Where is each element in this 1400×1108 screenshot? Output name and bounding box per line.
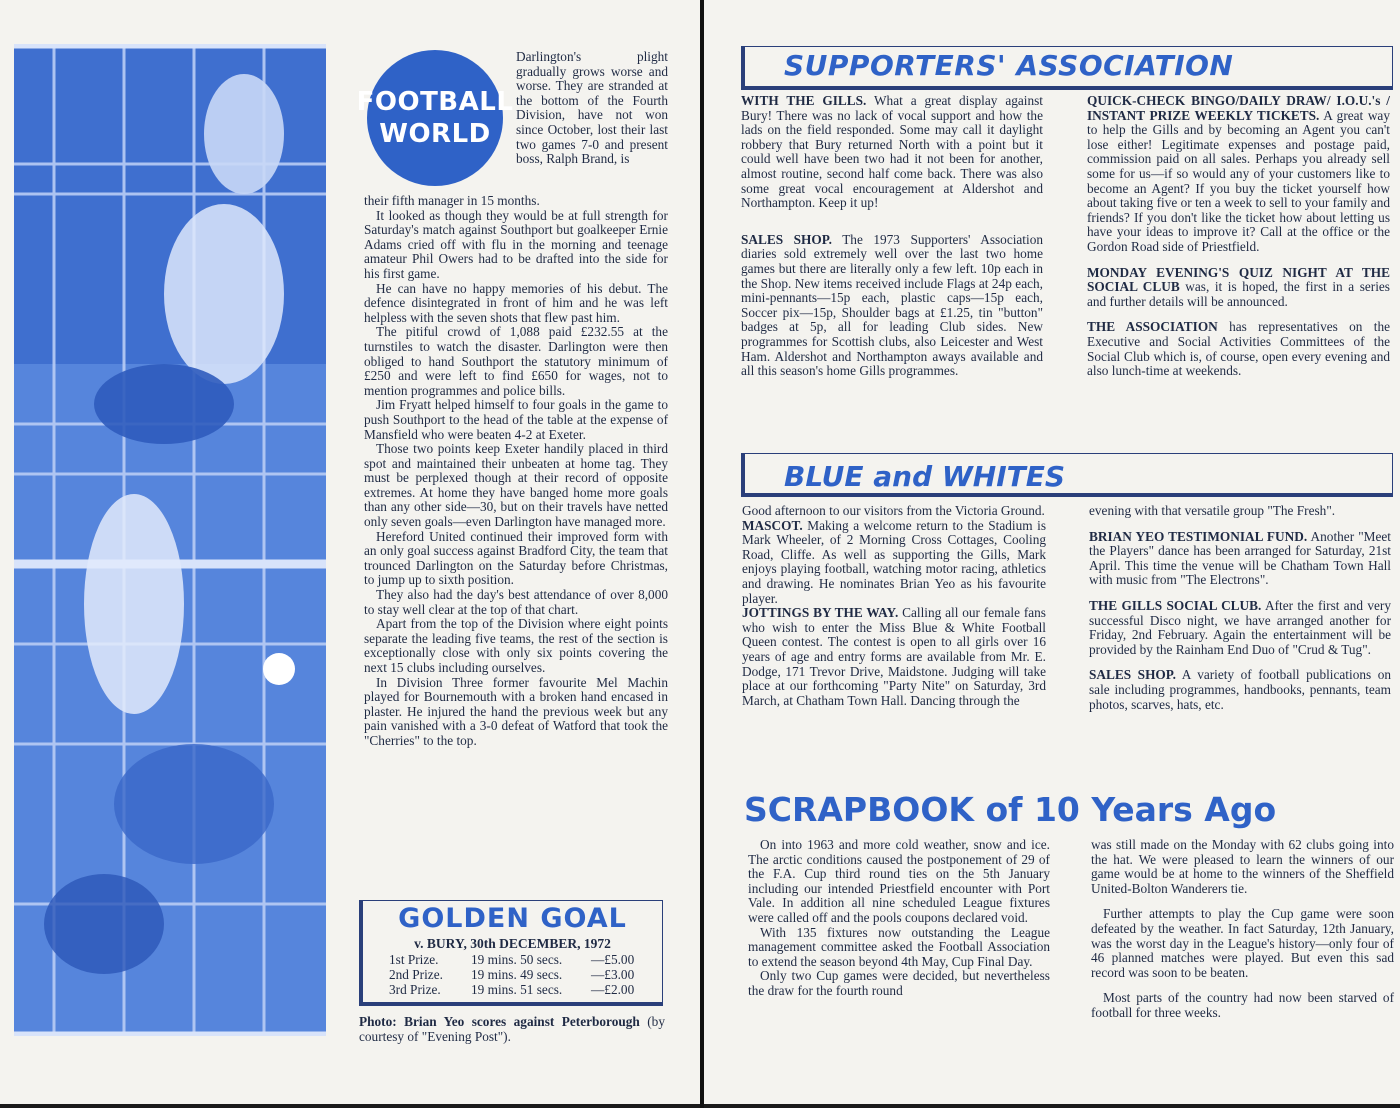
scrapbook-paragraph: Only two Cup games were decided, but nevertheless the draw for the fourth round <box>748 968 1050 998</box>
sa-item-head: QUICK-CHECK BINGO/DAILY DRAW/ I.O.U.'s / INSTANT PRIZE WEEKLY TICKETS. <box>1087 93 1390 123</box>
prize-time: 19 mins. 51 secs. <box>471 982 563 997</box>
bw-item <box>1089 668 1391 712</box>
sa-item <box>1087 266 1390 310</box>
prize-row <box>389 982 662 997</box>
bw-item-text: After the first and very successful Disco night, we have arranged another for Friday, 2nd February. Again the entertainment will be provided by the Rainham End Duo of "Crud & Tug". <box>1089 597 1391 657</box>
football-world-badge <box>356 50 514 186</box>
prize-amount: —£3.00 <box>591 967 635 982</box>
football-world-body <box>364 194 668 749</box>
scrapbook-paragraph: Most parts of the country had now been starved of football for three weeks. <box>1091 990 1394 1020</box>
badge-line-1: FOOTBALL <box>356 86 514 117</box>
sa-item-head: SALES SHOP. <box>741 231 832 247</box>
sa-item <box>1087 94 1390 255</box>
golden-goal-box <box>359 900 663 1006</box>
body-paragraph: He can have no happy memories of his debut. The defence disintegrated in front of him and he was left helpless with the seven shots that flew past him. <box>364 280 668 325</box>
bw-item <box>1089 530 1391 588</box>
supporters-association-column-2 <box>1087 94 1390 379</box>
blue-and-whites-title: BLUE and WHITES <box>784 460 1066 493</box>
prize-time: 19 mins. 50 secs. <box>471 952 563 967</box>
body-paragraph: They also had the day's best attendance of over 8,000 to stay well clear at the top of that chart. <box>364 587 668 617</box>
sa-item-text: What a great display against Bury! There was no lack of vocal support and how the lads on the field responded. Some may call it daylight robbery that Bury returned North with a point but it could well have been two had it not been for another, almost routine, second half come back. There was also some great vocal encouragement at Aldershot and Northampton. Keep it up! <box>741 93 1043 211</box>
scrapbook-column-2 <box>1091 838 1394 1021</box>
sa-item-head: WITH THE GILLS. <box>741 93 867 108</box>
sa-item-head: MONDAY EVENING'S QUIZ NIGHT AT THE SOCIAL CLUB <box>1087 264 1390 295</box>
bw-item-head: JOTTINGS BY THE WAY. <box>742 605 899 621</box>
prize-row <box>389 952 662 967</box>
bw-item-text: Making a welcome return to the Stadium is Mark Wheeler, of 2 Morning Cross Cottages, Cooling Road, Cliffe. As well as supporting the Gills, Mark enjoys playing football, watching motor racing, athletics and drawing. He nominates Brian Yeo as his favourite player. <box>742 517 1046 606</box>
scrapbook-paragraph: On into 1963 and more cold weather, snow and ice. The arctic conditions caused the postponement of 29 of the F.A. Cup third round ties on the 5th January including our intended Priestfield encounter with Port Vale. In addition all nine scheduled League fixtures were called off and the pools coupons declared void. <box>748 837 1050 925</box>
scrapbook-paragraph: was still made on the Monday with 62 clubs going into the hat. We were pleased to learn the winners of our game would be at home to the winners of the Sheffield United-Bolton Wanderers tie. <box>1091 837 1394 896</box>
sa-item <box>1087 320 1390 378</box>
sa-item-text: The 1973 Supporters' Association diaries sold extremely well over the last two home games but there are literally only a few left. 10p each in the Shop. New items received include Flags at 24p each, mini-pennants—15p each, plastic caps—15p each, Soccer pix—15p, Shoulder bags at £1.25, tin "button" badges at 5p, all for leading Club sides. New programmes for Scottish clubs, also Leicester and West Ham. Aldershot and Northampton aways available and all this season's home Gills programmes. <box>741 231 1043 379</box>
sa-item-head: THE ASSOCIATION <box>1087 319 1218 335</box>
scrapbook-title: SCRAPBOOK of 10 Years Ago <box>744 790 1277 829</box>
body-paragraph: Apart from the top of the Division where eight points separate the leading five teams, the rest of the section is exceptionally close with only six points covering the next 15 clubs including ourselves. <box>364 616 668 675</box>
bw-item-text: A variety of football publications on sale including programmes, handbooks, pennants, team photos, scarves, hats, etc. <box>1089 667 1391 712</box>
blue-and-whites-column-1 <box>742 504 1046 708</box>
bw-item-head: MASCOT. <box>742 517 803 533</box>
blue-and-whites-column-2 <box>1089 504 1391 712</box>
bw-item <box>1089 504 1391 519</box>
right-page <box>704 0 1400 1104</box>
prize-row <box>389 967 662 982</box>
prize-label: 1st Prize. <box>389 952 439 967</box>
bw-item <box>742 519 1046 607</box>
scrapbook-paragraph: With 135 fixtures now outstanding the League management committee asked the Football Association to extend the season beyond 4th May, Cup Final Day. <box>748 924 1050 969</box>
left-page <box>0 0 700 1104</box>
body-paragraph: It looked as though they would be at full strength for Saturday's match against Southport but goalkeeper Ernie Adams cried off with flu in the morning and teenage amateur Phil Owers had to be drafted into the side for his first game. <box>364 207 668 281</box>
bw-item <box>742 606 1046 708</box>
body-paragraph: The pitiful crowd of 1,088 paid £232.55 at the turnstiles to watch the disaster. Darlington were then obliged to hand Southport the statutory minimum of £250 and were left to find £650 for wages, not to mention programmes and police bills. <box>364 324 668 398</box>
body-paragraph: Jim Fryatt helped himself to four goals in the game to push Southport to the head of the table at the expense of Mansfield who were beaten 4-2 at Exeter. <box>364 397 668 442</box>
body-paragraph: In Division Three former favourite Mel Machin played for Bournemouth with a broken hand encased in plaster. He injured the hand the previous week but any pain vanished with a 3-0 defeat of Watford that took the "Cherries" to the top. <box>364 674 668 748</box>
match-photo-image <box>14 44 326 1036</box>
bw-item-head: BRIAN YEO TESTIMONIAL FUND. <box>1089 528 1308 544</box>
bw-item-head: SALES SHOP. <box>1089 667 1176 683</box>
caption-lead: Photo: Brian Yeo scores against Peterborough <box>359 1014 640 1029</box>
prize-amount: —£5.00 <box>591 952 635 967</box>
bw-item-text: evening with that versatile group "The Fresh". <box>1089 503 1336 518</box>
caption-rest: (by courtesy of "Evening Post"). <box>359 1014 665 1044</box>
scrapbook-paragraph: Further attempts to play the Cup game were soon defeated by the weather. In fact Saturday, 12th January, was the worst day in the League's history—only four of 46 planned matches were played. But even this sad record was soon to be beaten. <box>1091 906 1394 980</box>
bw-item-text: Calling all our female fans who wish to enter the Miss Blue & White Football Queen contest. The contest is open to all girls over 16 years of age and entry forms are available from Mr. E. Dodge, 171 Trevor Drive, Maidstone. Judging will take place at our forthcoming "Party Nite" on Saturday, 3rd March, at Chatham Town Hall. Dancing through the <box>742 605 1046 708</box>
body-paragraph: Those two points keep Exeter handily placed in third spot and maintained their unbeaten at home tag. They must be perplexed though at their record of opposite extremes. At home they have banged home more goals than any other side—30, but on their travels have netted only seven goals—even Darlington have managed more. <box>364 441 668 530</box>
supporters-association-title: SUPPORTERS' ASSOCIATION <box>784 49 1234 82</box>
golden-goal-title: GOLDEN GOAL <box>398 903 627 934</box>
prize-label: 2nd Prize. <box>389 967 443 982</box>
photo-caption <box>359 1014 665 1044</box>
bw-greeting: Good afternoon to our visitors from the Victoria Ground. <box>742 503 1045 518</box>
prize-label: 3rd Prize. <box>389 982 441 997</box>
prize-amount: —£2.00 <box>591 982 635 997</box>
sa-item-text: was, it is hoped, the first in a series and further details will be announced. <box>1087 279 1390 309</box>
badge-line-2: WORLD <box>379 119 491 149</box>
sa-item-text: A great way to help the Gills and by becoming an Agent you can't lose either! Legitimate expenses and postage paid, commission paid on all sales. Perhaps you already sell some for us—if so would any of your customers like to become an Agent? If you buy the ticket yourself how about taking five or ten a week to sell to your family and friends? If you don't like the ticket how about letting us have your ideas to improve it? Call at the office or the Gordon Road side of Priestfield. <box>1087 107 1390 254</box>
body-paragraph: Hereford United continued their improved form with an only goal success against Bradford City, the team that trounced Darlington on the Saturday before Christmas, to jump up to sixth position. <box>364 528 668 588</box>
intro-paragraph: Darlington's plight gradually grows worse and worse. They are stranded at the bottom of the Fourth Division, have not won since October, lost their last two games 7-0 and present boss, Ralph Brand, is <box>516 49 668 167</box>
bw-item <box>1089 599 1391 657</box>
prize-time: 19 mins. 49 secs. <box>471 967 563 982</box>
sa-item <box>741 94 1043 211</box>
football-world-intro <box>516 50 668 167</box>
scrapbook-column-1 <box>748 838 1050 999</box>
bw-item-text: Another "Meet the Players" dance has been arranged for Saturday, 21st April. This time the venue will be Chatham Town Hall with music from "The Electrons". <box>1089 528 1391 588</box>
bw-item-head: THE GILLS SOCIAL CLUB. <box>1089 597 1262 613</box>
sa-item <box>741 233 1043 379</box>
sa-item-text: has representatives on the Executive and Social Activities Committees of the Social Club which is, of course, open every evening and also lunch-time at weekends. <box>1087 319 1390 379</box>
body-paragraph: their fifth manager in 15 months. <box>364 193 540 208</box>
supporters-association-column-1 <box>741 94 1043 379</box>
golden-goal-subtitle: v. BURY, 30th DECEMBER, 1972 <box>414 936 611 951</box>
match-photo <box>14 44 326 1036</box>
